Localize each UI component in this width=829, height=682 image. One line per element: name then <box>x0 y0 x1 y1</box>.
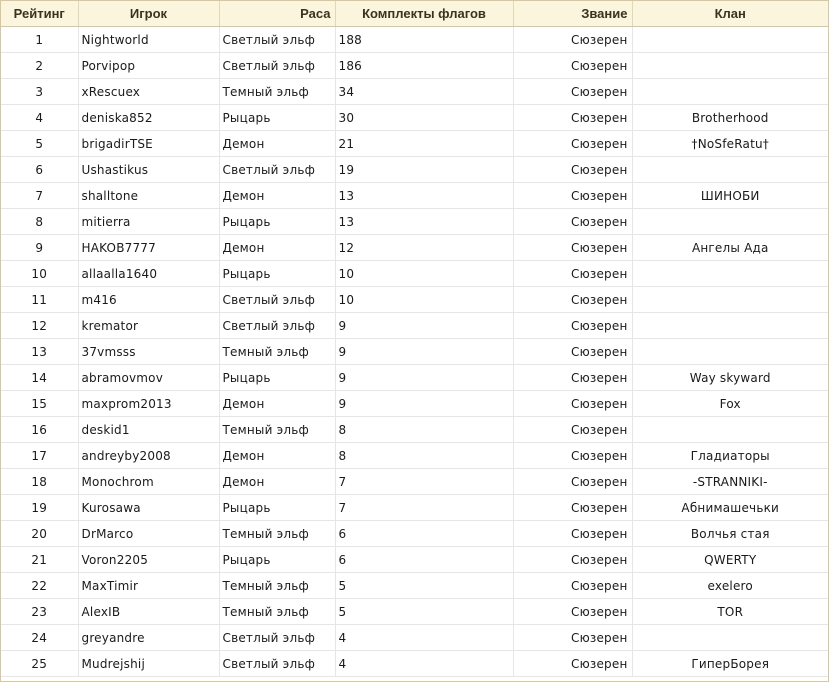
title-cell: Сюзерен <box>513 27 632 53</box>
column-header-race[interactable]: Раса <box>219 1 335 27</box>
rating-table-body <box>1 27 828 677</box>
rank-cell: 10 <box>1 261 78 287</box>
flag-sets-cell: 21 <box>335 131 513 157</box>
race-cell: Темный эльф <box>219 417 335 443</box>
flag-sets-cell: 7 <box>335 469 513 495</box>
flag-sets-cell: 9 <box>335 391 513 417</box>
table-row <box>1 131 828 157</box>
table-row <box>1 521 828 547</box>
player-name-link[interactable]: m416 <box>78 287 219 313</box>
player-name-link[interactable]: greyandre <box>78 625 219 651</box>
table-row <box>1 313 828 339</box>
race-cell: Рыцарь <box>219 495 335 521</box>
race-cell: Темный эльф <box>219 521 335 547</box>
clan-cell[interactable]: ГиперБорея <box>632 651 828 677</box>
table-row <box>1 105 828 131</box>
clan-cell <box>632 417 828 443</box>
rank-cell: 7 <box>1 183 78 209</box>
race-cell: Рыцарь <box>219 209 335 235</box>
flag-sets-cell: 4 <box>335 625 513 651</box>
race-cell: Светлый эльф <box>219 625 335 651</box>
title-cell: Сюзерен <box>513 651 632 677</box>
race-cell: Светлый эльф <box>219 287 335 313</box>
title-cell: Сюзерен <box>513 547 632 573</box>
table-row <box>1 339 828 365</box>
player-name-link[interactable]: HAKOB7777 <box>78 235 219 261</box>
table-header-row <box>1 1 828 27</box>
rank-cell: 16 <box>1 417 78 443</box>
clan-cell <box>632 625 828 651</box>
rank-cell: 13 <box>1 339 78 365</box>
race-cell: Светлый эльф <box>219 27 335 53</box>
player-name-link[interactable]: Kurosawa <box>78 495 219 521</box>
table-row <box>1 469 828 495</box>
player-name-link[interactable]: Ushastikus <box>78 157 219 183</box>
flag-sets-cell: 6 <box>335 547 513 573</box>
player-name-link[interactable]: deniska852 <box>78 105 219 131</box>
race-cell: Темный эльф <box>219 339 335 365</box>
race-cell: Темный эльф <box>219 79 335 105</box>
rank-cell: 18 <box>1 469 78 495</box>
rank-cell: 3 <box>1 79 78 105</box>
clan-cell[interactable]: -STRANNIKI- <box>632 469 828 495</box>
flag-sets-cell: 6 <box>335 521 513 547</box>
title-cell: Сюзерен <box>513 105 632 131</box>
race-cell: Рыцарь <box>219 105 335 131</box>
title-cell: Сюзерен <box>513 443 632 469</box>
flag-sets-cell: 10 <box>335 287 513 313</box>
player-name-link[interactable]: abramovmov <box>78 365 219 391</box>
clan-cell[interactable]: exelero <box>632 573 828 599</box>
title-cell: Сюзерен <box>513 209 632 235</box>
player-name-link[interactable]: mitierra <box>78 209 219 235</box>
player-name-link[interactable]: kremator <box>78 313 219 339</box>
table-row <box>1 625 828 651</box>
table-row <box>1 209 828 235</box>
clan-cell <box>632 53 828 79</box>
rank-cell: 12 <box>1 313 78 339</box>
table-row <box>1 365 828 391</box>
race-cell: Светлый эльф <box>219 157 335 183</box>
clan-cell[interactable]: Fox <box>632 391 828 417</box>
clan-cell[interactable]: †NoSfeRatu† <box>632 131 828 157</box>
flag-sets-cell: 34 <box>335 79 513 105</box>
clan-cell[interactable]: Волчья стая <box>632 521 828 547</box>
title-cell: Сюзерен <box>513 313 632 339</box>
flag-sets-cell: 9 <box>335 365 513 391</box>
clan-cell <box>632 79 828 105</box>
player-name-link[interactable]: Voron2205 <box>78 547 219 573</box>
column-header-flag-sets[interactable]: Комплекты флагов <box>335 1 513 27</box>
player-name-link[interactable]: andreyby2008 <box>78 443 219 469</box>
clan-cell <box>632 157 828 183</box>
flag-sets-cell: 10 <box>335 261 513 287</box>
title-cell: Сюзерен <box>513 365 632 391</box>
rank-cell: 2 <box>1 53 78 79</box>
rank-cell: 20 <box>1 521 78 547</box>
player-name-link[interactable]: allaalla1640 <box>78 261 219 287</box>
race-cell: Демон <box>219 131 335 157</box>
flag-sets-cell: 7 <box>335 495 513 521</box>
race-cell: Рыцарь <box>219 261 335 287</box>
table-row <box>1 651 828 677</box>
clan-cell <box>632 287 828 313</box>
title-cell: Сюзерен <box>513 53 632 79</box>
title-cell: Сюзерен <box>513 183 632 209</box>
flag-sets-cell: 13 <box>335 209 513 235</box>
column-header-title[interactable]: Звание <box>513 1 632 27</box>
race-cell: Рыцарь <box>219 547 335 573</box>
table-row <box>1 573 828 599</box>
table-row <box>1 495 828 521</box>
table-row <box>1 235 828 261</box>
title-cell: Сюзерен <box>513 235 632 261</box>
player-name-link[interactable]: Mudrejshij <box>78 651 219 677</box>
clan-cell <box>632 27 828 53</box>
clan-cell[interactable]: TOR <box>632 599 828 625</box>
player-name-link[interactable]: Monochrom <box>78 469 219 495</box>
race-cell: Светлый эльф <box>219 651 335 677</box>
table-row <box>1 287 828 313</box>
table-row <box>1 53 828 79</box>
rank-cell: 23 <box>1 599 78 625</box>
title-cell: Сюзерен <box>513 261 632 287</box>
race-cell: Демон <box>219 183 335 209</box>
title-cell: Сюзерен <box>513 521 632 547</box>
title-cell: Сюзерен <box>513 79 632 105</box>
table-row <box>1 417 828 443</box>
column-header-rank[interactable]: Рейтинг <box>1 1 78 27</box>
title-cell: Сюзерен <box>513 495 632 521</box>
table-row <box>1 79 828 105</box>
flag-sets-cell: 19 <box>335 157 513 183</box>
clan-cell <box>632 209 828 235</box>
rank-cell: 1 <box>1 27 78 53</box>
table-row <box>1 547 828 573</box>
clan-cell <box>632 313 828 339</box>
race-cell: Демон <box>219 443 335 469</box>
rank-cell: 4 <box>1 105 78 131</box>
title-cell: Сюзерен <box>513 287 632 313</box>
title-cell: Сюзерен <box>513 131 632 157</box>
player-name-link[interactable]: shalltone <box>78 183 219 209</box>
flag-sets-cell: 30 <box>335 105 513 131</box>
player-name-link[interactable]: Porvipop <box>78 53 219 79</box>
column-header-player[interactable]: Игрок <box>78 1 219 27</box>
clan-cell <box>632 339 828 365</box>
rank-cell: 11 <box>1 287 78 313</box>
rating-table <box>1 1 828 677</box>
race-cell: Демон <box>219 469 335 495</box>
clan-cell[interactable]: Гладиаторы <box>632 443 828 469</box>
rank-cell: 22 <box>1 573 78 599</box>
flag-sets-cell: 13 <box>335 183 513 209</box>
table-row <box>1 391 828 417</box>
table-row <box>1 157 828 183</box>
clan-cell[interactable]: Абнимашечьки <box>632 495 828 521</box>
table-row <box>1 183 828 209</box>
race-cell: Темный эльф <box>219 573 335 599</box>
clan-cell[interactable]: ШИНОБИ <box>632 183 828 209</box>
rank-cell: 21 <box>1 547 78 573</box>
player-name-link[interactable]: xRescuex <box>78 79 219 105</box>
flag-sets-cell: 5 <box>335 599 513 625</box>
player-name-link[interactable]: 37vmsss <box>78 339 219 365</box>
player-name-link[interactable]: MaxTimir <box>78 573 219 599</box>
rank-cell: 14 <box>1 365 78 391</box>
rank-cell: 5 <box>1 131 78 157</box>
title-cell: Сюзерен <box>513 625 632 651</box>
table-row <box>1 599 828 625</box>
table-row <box>1 261 828 287</box>
player-name-link[interactable]: maxprom2013 <box>78 391 219 417</box>
rank-cell: 9 <box>1 235 78 261</box>
title-cell: Сюзерен <box>513 573 632 599</box>
title-cell: Сюзерен <box>513 157 632 183</box>
title-cell: Сюзерен <box>513 469 632 495</box>
flag-sets-cell: 8 <box>335 417 513 443</box>
rank-cell: 24 <box>1 625 78 651</box>
table-row <box>1 443 828 469</box>
race-cell: Светлый эльф <box>219 53 335 79</box>
clan-cell[interactable]: Way skyward <box>632 365 828 391</box>
clan-cell[interactable]: Ангелы Ада <box>632 235 828 261</box>
rank-cell: 25 <box>1 651 78 677</box>
title-cell: Сюзерен <box>513 339 632 365</box>
clan-cell[interactable]: QWERTY <box>632 547 828 573</box>
clan-cell[interactable]: Brotherhood <box>632 105 828 131</box>
flag-sets-cell: 9 <box>335 339 513 365</box>
flag-sets-cell: 188 <box>335 27 513 53</box>
flag-sets-cell: 4 <box>335 651 513 677</box>
race-cell: Демон <box>219 235 335 261</box>
race-cell: Демон <box>219 391 335 417</box>
flag-sets-cell: 186 <box>335 53 513 79</box>
player-name-link[interactable]: brigadirTSE <box>78 131 219 157</box>
flag-sets-cell: 9 <box>335 313 513 339</box>
player-name-link[interactable]: Nightworld <box>78 27 219 53</box>
race-cell: Темный эльф <box>219 599 335 625</box>
player-name-link[interactable]: deskid1 <box>78 417 219 443</box>
rank-cell: 8 <box>1 209 78 235</box>
player-name-link[interactable]: DrMarco <box>78 521 219 547</box>
flag-sets-cell: 5 <box>335 573 513 599</box>
flag-sets-cell: 12 <box>335 235 513 261</box>
flag-sets-cell: 8 <box>335 443 513 469</box>
rank-cell: 15 <box>1 391 78 417</box>
table-row <box>1 27 828 53</box>
race-cell: Светлый эльф <box>219 313 335 339</box>
clan-cell <box>632 261 828 287</box>
title-cell: Сюзерен <box>513 391 632 417</box>
title-cell: Сюзерен <box>513 417 632 443</box>
rank-cell: 17 <box>1 443 78 469</box>
rank-cell: 6 <box>1 157 78 183</box>
player-name-link[interactable]: AlexIB <box>78 599 219 625</box>
column-header-clan[interactable]: Клан <box>632 1 828 27</box>
rank-cell: 19 <box>1 495 78 521</box>
race-cell: Рыцарь <box>219 365 335 391</box>
title-cell: Сюзерен <box>513 599 632 625</box>
